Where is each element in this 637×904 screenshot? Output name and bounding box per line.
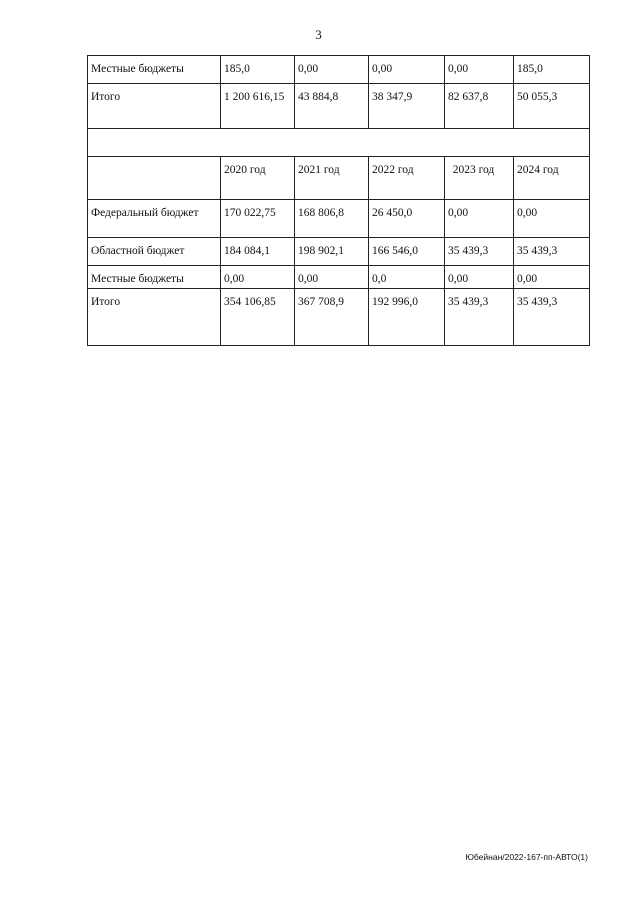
table-cell: 35 439,3 (445, 289, 514, 346)
table-cell: 170 022,75 (221, 200, 295, 238)
empty-cell (88, 129, 590, 157)
table-cell: 367 708,9 (295, 289, 369, 346)
column-header: 2020 год (221, 157, 295, 200)
table-cell: 0,00 (295, 266, 369, 289)
column-header: 2023 год (445, 157, 514, 200)
table-cell: 0,00 (445, 266, 514, 289)
table-row (88, 238, 590, 266)
table-cell: 0,00 (445, 56, 514, 84)
table-row (88, 56, 590, 84)
table-cell: 198 902,1 (295, 238, 369, 266)
table-cell: 0,00 (445, 200, 514, 238)
table-row (88, 266, 590, 289)
table-cell: 185,0 (221, 56, 295, 84)
row-label: Итого (88, 84, 221, 129)
table-cell: 168 806,8 (295, 200, 369, 238)
table-cell: 43 884,8 (295, 84, 369, 129)
table-cell: 0,00 (221, 266, 295, 289)
table-cell: 38 347,9 (369, 84, 445, 129)
column-header: 2021 год (295, 157, 369, 200)
table-cell: 35 439,3 (514, 289, 590, 346)
table-cell: 0,00 (369, 56, 445, 84)
table-cell: 1 200 616,15 (221, 84, 295, 129)
table-cell: 192 996,0 (369, 289, 445, 346)
page-number: 3 (315, 27, 322, 42)
table-cell: 35 439,3 (445, 238, 514, 266)
table-cell: 0,00 (295, 56, 369, 84)
table-cell: 0,00 (514, 266, 590, 289)
footer-document-code: Юбейнан/2022-167-пп-АВТО(1) (465, 852, 588, 862)
table-cell: 35 439,3 (514, 238, 590, 266)
spacer-row (88, 129, 590, 157)
table-cell: 26 450,0 (369, 200, 445, 238)
header-row (88, 157, 590, 200)
column-header: 2022 год (369, 157, 445, 200)
empty-cell (88, 157, 221, 200)
row-label: Областной бюджет (88, 238, 221, 266)
table-cell: 0,00 (514, 200, 590, 238)
budget-table (87, 55, 590, 346)
table-cell: 82 637,8 (445, 84, 514, 129)
table-row (88, 84, 590, 129)
row-label: Итого (88, 289, 221, 346)
table-cell: 0,0 (369, 266, 445, 289)
table-row (88, 200, 590, 238)
table-cell: 185,0 (514, 56, 590, 84)
table-cell: 166 546,0 (369, 238, 445, 266)
table-row (88, 289, 590, 346)
row-label: Федеральный бюджет (88, 200, 221, 238)
row-label: Местные бюджеты (88, 266, 221, 289)
column-header: 2024 год (514, 157, 590, 200)
table-cell: 50 055,3 (514, 84, 590, 129)
row-label: Местные бюджеты (88, 56, 221, 84)
table-cell: 184 084,1 (221, 238, 295, 266)
table-cell: 354 106,85 (221, 289, 295, 346)
